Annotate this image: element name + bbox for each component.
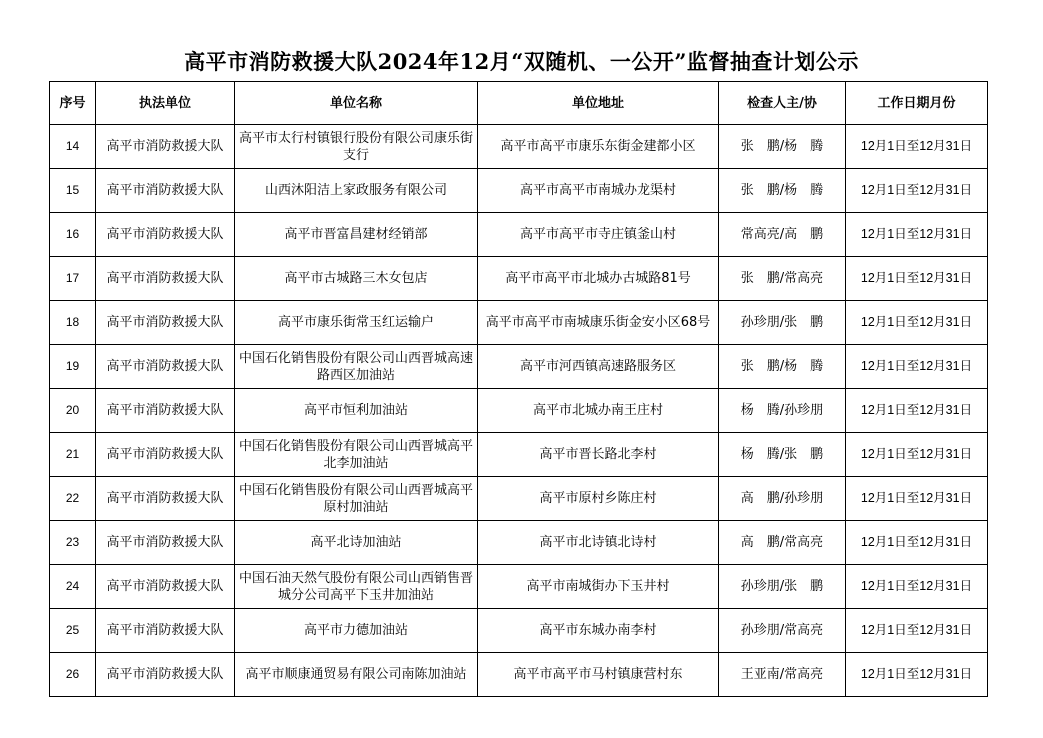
- cell-period: 12月1日至12月31日: [846, 521, 988, 565]
- table-row: [50, 477, 988, 521]
- table-row: [50, 653, 988, 697]
- cell-dept: 高平市消防救援大队: [96, 609, 235, 653]
- cell-dept: 高平市消防救援大队: [96, 521, 235, 565]
- cell-name: 高平北诗加油站: [235, 521, 478, 565]
- cell-inspectors: 张 鹏/常高亮: [719, 257, 846, 301]
- cell-no: 23: [50, 521, 96, 565]
- table-row: [50, 213, 988, 257]
- table-row: [50, 301, 988, 345]
- cell-name: 高平市古城路三木女包店: [235, 257, 478, 301]
- header-no: 序号: [50, 82, 96, 125]
- cell-dept: 高平市消防救援大队: [96, 565, 235, 609]
- cell-no: 26: [50, 653, 96, 697]
- cell-no: 20: [50, 389, 96, 433]
- cell-dept: 高平市消防救援大队: [96, 257, 235, 301]
- cell-address: 高平市北诗镇北诗村: [478, 521, 719, 565]
- cell-address: 高平市高平市南城康乐街金安小区68号: [478, 301, 719, 345]
- cell-no: 17: [50, 257, 96, 301]
- table-row: [50, 389, 988, 433]
- table-row: [50, 521, 988, 565]
- cell-address: 高平市南城街办下玉井村: [478, 565, 719, 609]
- cell-dept: 高平市消防救援大队: [96, 125, 235, 169]
- cell-name: 高平市顺康通贸易有限公司南陈加油站: [235, 653, 478, 697]
- cell-address: 高平市高平市南城办龙渠村: [478, 169, 719, 213]
- cell-period: 12月1日至12月31日: [846, 345, 988, 389]
- cell-address: 高平市东城办南李村: [478, 609, 719, 653]
- cell-name: 高平市恒利加油站: [235, 389, 478, 433]
- cell-name: 高平市太行村镇银行股份有限公司康乐街支行: [235, 125, 478, 169]
- table-row: [50, 125, 988, 169]
- table-header-row: [50, 82, 988, 125]
- cell-dept: 高平市消防救援大队: [96, 653, 235, 697]
- table-row: [50, 169, 988, 213]
- cell-address: 高平市高平市马村镇康营村东: [478, 653, 719, 697]
- cell-period: 12月1日至12月31日: [846, 653, 988, 697]
- header-name: 单位名称: [235, 82, 478, 125]
- cell-name: 中国石化销售股份有限公司山西晋城高速路西区加油站: [235, 345, 478, 389]
- cell-period: 12月1日至12月31日: [846, 257, 988, 301]
- inspection-plan-table: [49, 81, 988, 697]
- cell-inspectors: 孙珍朋/张 鹏: [719, 565, 846, 609]
- cell-period: 12月1日至12月31日: [846, 213, 988, 257]
- page-title: 高平市消防救援大队2024年12月“双随机、一公开”监督抽查计划公示: [184, 49, 859, 74]
- cell-inspectors: 张 鹏/杨 腾: [719, 169, 846, 213]
- cell-period: 12月1日至12月31日: [846, 477, 988, 521]
- cell-no: 25: [50, 609, 96, 653]
- cell-address: 高平市北城办南王庄村: [478, 389, 719, 433]
- header-dept: 执法单位: [96, 82, 235, 125]
- table-row: [50, 345, 988, 389]
- cell-period: 12月1日至12月31日: [846, 301, 988, 345]
- cell-inspectors: 高 鹏/孙珍朋: [719, 477, 846, 521]
- cell-address: 高平市原村乡陈庄村: [478, 477, 719, 521]
- table-row: [50, 257, 988, 301]
- cell-inspectors: 高 鹏/常高亮: [719, 521, 846, 565]
- header-inspectors: 检查人主/协: [719, 82, 846, 125]
- cell-name: 高平市康乐街常玉红运输户: [235, 301, 478, 345]
- table-row: [50, 565, 988, 609]
- cell-name: 中国石油天然气股份有限公司山西销售晋城分公司高平下玉井加油站: [235, 565, 478, 609]
- cell-period: 12月1日至12月31日: [846, 565, 988, 609]
- cell-inspectors: 常高亮/高 鹏: [719, 213, 846, 257]
- table-row: [50, 433, 988, 477]
- cell-period: 12月1日至12月31日: [846, 609, 988, 653]
- cell-no: 19: [50, 345, 96, 389]
- cell-no: 18: [50, 301, 96, 345]
- cell-dept: 高平市消防救援大队: [96, 433, 235, 477]
- cell-dept: 高平市消防救援大队: [96, 345, 235, 389]
- cell-period: 12月1日至12月31日: [846, 125, 988, 169]
- cell-inspectors: 孙珍朋/常高亮: [719, 609, 846, 653]
- cell-address: 高平市高平市北城办古城路81号: [478, 257, 719, 301]
- cell-no: 22: [50, 477, 96, 521]
- cell-name: 中国石化销售股份有限公司山西晋城高平北李加油站: [235, 433, 478, 477]
- cell-address: 高平市高平市康乐东街金建都小区: [478, 125, 719, 169]
- cell-period: 12月1日至12月31日: [846, 169, 988, 213]
- cell-inspectors: 王亚南/常高亮: [719, 653, 846, 697]
- cell-inspectors: 杨 腾/孙珍朋: [719, 389, 846, 433]
- cell-inspectors: 张 鹏/杨 腾: [719, 125, 846, 169]
- cell-no: 16: [50, 213, 96, 257]
- cell-dept: 高平市消防救援大队: [96, 389, 235, 433]
- cell-inspectors: 杨 腾/张 鹏: [719, 433, 846, 477]
- cell-name: 中国石化销售股份有限公司山西晋城高平原村加油站: [235, 477, 478, 521]
- cell-address: 高平市河西镇高速路服务区: [478, 345, 719, 389]
- cell-dept: 高平市消防救援大队: [96, 301, 235, 345]
- cell-no: 21: [50, 433, 96, 477]
- cell-period: 12月1日至12月31日: [846, 433, 988, 477]
- header-address: 单位地址: [478, 82, 719, 125]
- cell-name: 高平市力德加油站: [235, 609, 478, 653]
- cell-name: 山西沐阳洁上家政服务有限公司: [235, 169, 478, 213]
- cell-no: 14: [50, 125, 96, 169]
- cell-inspectors: 孙珍朋/张 鹏: [719, 301, 846, 345]
- cell-no: 15: [50, 169, 96, 213]
- header-period: 工作日期月份: [846, 82, 988, 125]
- cell-address: 高平市高平市寺庄镇釜山村: [478, 213, 719, 257]
- cell-inspectors: 张 鹏/杨 腾: [719, 345, 846, 389]
- cell-period: 12月1日至12月31日: [846, 389, 988, 433]
- cell-name: 高平市晋富昌建材经销部: [235, 213, 478, 257]
- cell-dept: 高平市消防救援大队: [96, 477, 235, 521]
- cell-dept: 高平市消防救援大队: [96, 213, 235, 257]
- cell-address: 高平市晋长路北李村: [478, 433, 719, 477]
- cell-dept: 高平市消防救援大队: [96, 169, 235, 213]
- table-row: [50, 609, 988, 653]
- cell-no: 24: [50, 565, 96, 609]
